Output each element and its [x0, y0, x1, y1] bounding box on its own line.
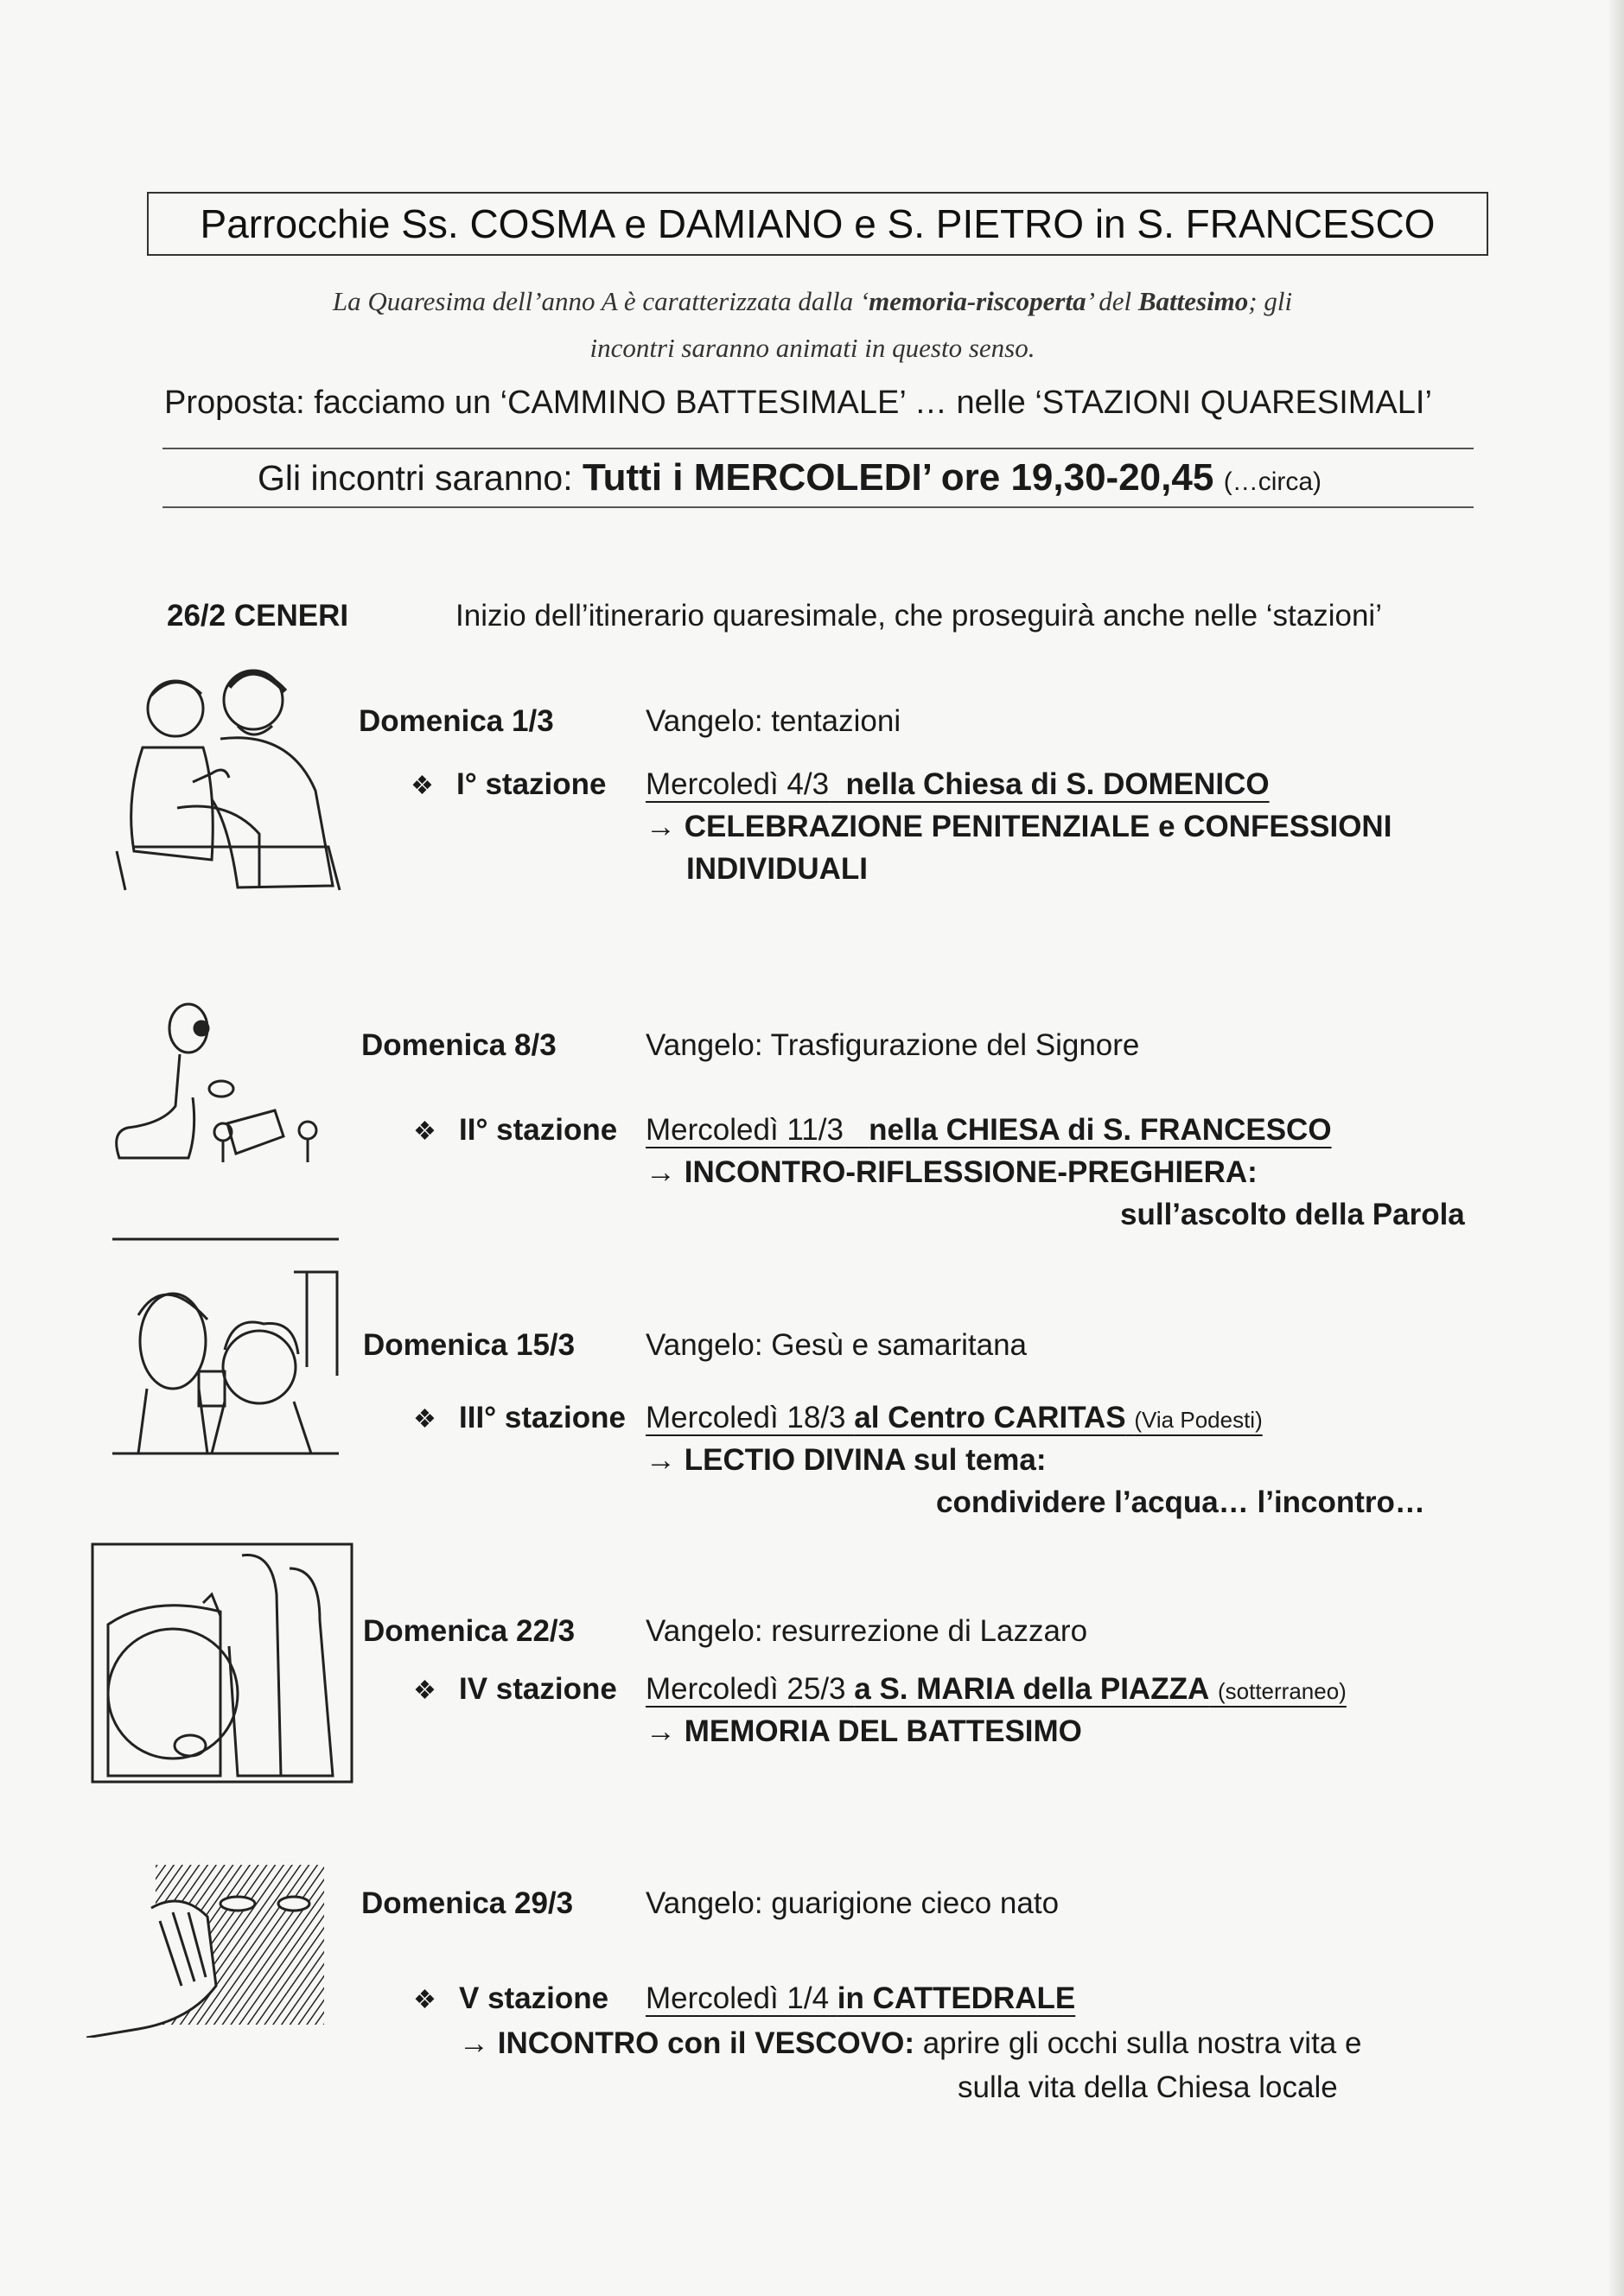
ceneri-date: 26/2 CENERI — [167, 599, 349, 633]
confession-icon — [108, 661, 350, 899]
bullet-icon: ❖ — [413, 1117, 436, 1146]
station-label: III° stazione — [459, 1401, 626, 1434]
page-title: Parrocchie Ss. COSMA e DAMIANO e S. PIETRO in S. FRANCESCO — [147, 192, 1488, 256]
station-details: Mercoledì 11/3 nella CHIESA di S. FRANCESCO — [646, 1113, 1332, 1147]
station-details: Mercoledì 4/3 nella Chiesa di S. DOMENICO — [646, 767, 1270, 801]
station-label: IV stazione — [459, 1672, 617, 1706]
station-action-cont: sull’ascolto della Parola — [1120, 1198, 1465, 1231]
station-label: II° stazione — [459, 1113, 618, 1147]
station-action-cont: INDIVIDUALI — [686, 852, 868, 886]
station-action: → LECTIO DIVINA sul tema: — [646, 1443, 1047, 1477]
station-details: Mercoledì 18/3 al Centro CARITAS (Via Podesti) — [646, 1401, 1263, 1434]
lazarus-tomb-icon — [91, 1542, 354, 1784]
station-action: → MEMORIA DEL BATTESIMO — [646, 1714, 1082, 1748]
vangelo-label: Vangelo: Gesù e samaritana — [646, 1328, 1028, 1362]
station-action-cont: condividere l’acqua… l’incontro… — [936, 1485, 1425, 1519]
station-label: V stazione — [459, 1981, 609, 2015]
ceneri-text: Inizio dell’itinerario quaresimale, che proseguirà anche nelle ‘stazioni’ — [455, 599, 1382, 633]
sunday-label: Domenica 22/3 — [363, 1614, 576, 1648]
samaritan-woman-icon — [112, 1237, 339, 1455]
proposta-line: Proposta: facciamo un ‘CAMMINO BATTESIMALE’ … nelle ‘STAZIONI QUARESIMALI’ — [164, 385, 1432, 421]
station-action: → INCONTRO con il VESCOVO: aprire gli occhi sulla nostra vita e — [459, 2026, 1362, 2060]
bullet-icon: ❖ — [413, 1986, 436, 2014]
vangelo-label: Vangelo: resurrezione di Lazzaro — [646, 1614, 1088, 1648]
sunday-label: Domenica 1/3 — [359, 704, 554, 738]
station-label: I° stazione — [456, 767, 607, 801]
station-details: Mercoledì 25/3 a S. MARIA della PIAZZA (sotterraneo) — [646, 1672, 1347, 1706]
bullet-icon: ❖ — [413, 1676, 436, 1705]
vangelo-label: Vangelo: tentazioni — [646, 704, 901, 738]
listening-ear-icon — [111, 1002, 327, 1175]
page-edge — [1609, 0, 1624, 2296]
sunday-label: Domenica 29/3 — [361, 1886, 574, 1920]
incontri-line: Gli incontri saranno: Tutti i MERCOLEDI’ ore 19,30-20,45 (…circa) — [258, 456, 1322, 499]
intro-paragraph: La Quaresima dell’anno A è caratterizzata dalla ‘memoria-riscoperta’ del Battesimo; gli incontri saranno animati in questo senso. — [332, 286, 1293, 363]
sunday-label: Domenica 15/3 — [363, 1328, 576, 1362]
healing-eyes-icon — [86, 1856, 328, 2038]
bullet-icon: ❖ — [411, 772, 434, 800]
vangelo-label: Vangelo: Trasfigurazione del Signore — [646, 1028, 1140, 1062]
station-details: Mercoledì 1/4 in CATTEDRALE — [646, 1981, 1076, 2015]
sunday-label: Domenica 8/3 — [361, 1028, 557, 1062]
vangelo-label: Vangelo: guarigione cieco nato — [646, 1886, 1060, 1920]
divider-bottom — [162, 506, 1474, 508]
bullet-icon: ❖ — [413, 1405, 436, 1434]
station-action: → INCONTRO-RIFLESSIONE-PREGHIERA: — [646, 1155, 1258, 1189]
station-action-cont: sulla vita della Chiesa locale — [958, 2070, 1338, 2104]
divider-top — [162, 448, 1474, 449]
station-action: → CELEBRAZIONE PENITENZIALE e CONFESSIONI — [646, 810, 1392, 843]
